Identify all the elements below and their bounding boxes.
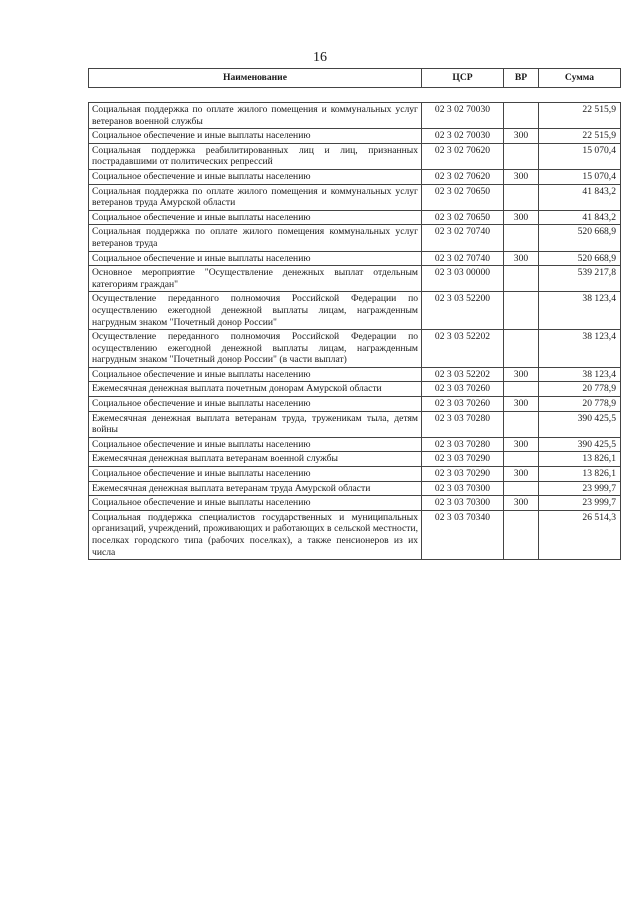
table-row <box>89 452 621 467</box>
row-sum: 41 843,2 <box>539 210 621 225</box>
row-csr: 02 3 03 70290 <box>422 452 504 467</box>
table-row <box>89 184 621 210</box>
row-sum: 520 668,9 <box>539 251 621 266</box>
row-csr: 02 3 02 70650 <box>422 184 504 210</box>
row-csr: 02 3 03 70260 <box>422 397 504 412</box>
row-vr <box>504 225 539 251</box>
row-name: Социальное обеспечение и иные выплаты населению <box>89 251 422 266</box>
header-vr: ВР <box>504 69 539 88</box>
row-name: Социальная поддержка специалистов государственных и муниципальных организаций, учреждений, проживающих и работающих в сельской местности, поселках городского типа (рабочих поселках), а также пенсионеров из их числа <box>89 510 422 559</box>
row-vr: 300 <box>504 437 539 452</box>
row-vr <box>504 411 539 437</box>
table-row <box>89 467 621 482</box>
row-name: Социальная поддержка по оплате жилого помещения и коммунальных услуг ветеранов труда Амурской области <box>89 184 422 210</box>
table-row <box>89 330 621 368</box>
row-name: Социальное обеспечение и иные выплаты населению <box>89 496 422 511</box>
row-csr: 02 3 02 70740 <box>422 225 504 251</box>
row-sum: 390 425,5 <box>539 411 621 437</box>
row-sum: 15 070,4 <box>539 169 621 184</box>
row-vr: 300 <box>504 367 539 382</box>
row-vr <box>504 481 539 496</box>
row-name: Осуществление переданного полномочия Российской Федерации по осуществлению ежегодной денежной выплаты лицам, награжденным нагрудным знаком "Почетный донор России" <box>89 292 422 330</box>
table-row <box>89 411 621 437</box>
row-sum: 15 070,4 <box>539 143 621 169</box>
table-row <box>89 382 621 397</box>
header-csr: ЦСР <box>422 69 504 88</box>
row-csr: 02 3 02 70650 <box>422 210 504 225</box>
table-header-row <box>89 69 621 88</box>
row-csr: 02 3 03 70300 <box>422 481 504 496</box>
row-sum: 38 123,4 <box>539 330 621 368</box>
row-name: Социальное обеспечение и иные выплаты населению <box>89 467 422 482</box>
budget-table <box>88 68 621 560</box>
row-vr <box>504 292 539 330</box>
row-name: Ежемесячная денежная выплата ветеранам труда Амурской области <box>89 481 422 496</box>
table-row <box>89 103 621 129</box>
row-sum: 22 515,9 <box>539 103 621 129</box>
row-name: Социальное обеспечение и иные выплаты населению <box>89 129 422 144</box>
row-sum: 390 425,5 <box>539 437 621 452</box>
row-csr: 02 3 03 70290 <box>422 467 504 482</box>
table-row <box>89 397 621 412</box>
row-vr: 300 <box>504 397 539 412</box>
row-csr: 02 3 02 70620 <box>422 169 504 184</box>
row-sum: 23 999,7 <box>539 481 621 496</box>
row-csr: 02 3 03 52200 <box>422 292 504 330</box>
row-vr <box>504 266 539 292</box>
row-name: Ежемесячная денежная выплата почетным донорам Амурской области <box>89 382 422 397</box>
row-sum: 20 778,9 <box>539 397 621 412</box>
table-row <box>89 367 621 382</box>
row-vr <box>504 143 539 169</box>
table-row <box>89 143 621 169</box>
row-name: Социальная поддержка реабилитированных лиц и лиц, признанных пострадавшими от политических репрессий <box>89 143 422 169</box>
row-name: Социальное обеспечение и иные выплаты населению <box>89 169 422 184</box>
row-sum: 38 123,4 <box>539 292 621 330</box>
row-name: Основное мероприятие "Осуществление денежных выплат отдельным категориям граждан" <box>89 266 422 292</box>
table-row <box>89 129 621 144</box>
row-sum: 520 668,9 <box>539 225 621 251</box>
row-sum: 38 123,4 <box>539 367 621 382</box>
row-sum: 22 515,9 <box>539 129 621 144</box>
page-number: 16 <box>313 50 327 65</box>
row-sum: 23 999,7 <box>539 496 621 511</box>
row-name: Осуществление переданного полномочия Российской Федерации по осуществлению ежегодной денежной выплаты лицам, награжденным нагрудным знаком "Почетный донор России" (в части выплат) <box>89 330 422 368</box>
table-row <box>89 225 621 251</box>
row-vr: 300 <box>504 210 539 225</box>
row-vr: 300 <box>504 467 539 482</box>
row-vr: 300 <box>504 251 539 266</box>
row-name: Ежемесячная денежная выплата ветеранам военной службы <box>89 452 422 467</box>
row-vr: 300 <box>504 169 539 184</box>
row-csr: 02 3 03 70280 <box>422 411 504 437</box>
row-csr: 02 3 03 70260 <box>422 382 504 397</box>
row-sum: 41 843,2 <box>539 184 621 210</box>
table-row <box>89 169 621 184</box>
row-name: Социальное обеспечение и иные выплаты населению <box>89 437 422 452</box>
row-name: Социальное обеспечение и иные выплаты населению <box>89 367 422 382</box>
row-vr <box>504 382 539 397</box>
header-name: Наименование <box>89 69 422 88</box>
row-vr <box>504 452 539 467</box>
row-vr: 300 <box>504 496 539 511</box>
row-sum: 539 217,8 <box>539 266 621 292</box>
row-csr: 02 3 03 52202 <box>422 367 504 382</box>
row-csr: 02 3 03 00000 <box>422 266 504 292</box>
row-name: Социальная поддержка по оплате жилого помещения и коммунальных услуг ветеранов военной службы <box>89 103 422 129</box>
row-csr: 02 3 02 70030 <box>422 129 504 144</box>
table-row <box>89 437 621 452</box>
table-row <box>89 496 621 511</box>
table-row <box>89 510 621 559</box>
row-vr <box>504 184 539 210</box>
row-csr: 02 3 03 52202 <box>422 330 504 368</box>
row-csr: 02 3 03 70300 <box>422 496 504 511</box>
table-row <box>89 251 621 266</box>
row-vr: 300 <box>504 129 539 144</box>
row-vr <box>504 330 539 368</box>
table-row <box>89 481 621 496</box>
row-csr: 02 3 03 70280 <box>422 437 504 452</box>
row-sum: 26 514,3 <box>539 510 621 559</box>
table-row <box>89 266 621 292</box>
row-csr: 02 3 02 70740 <box>422 251 504 266</box>
row-vr <box>504 103 539 129</box>
row-sum: 13 826,1 <box>539 467 621 482</box>
table-row <box>89 292 621 330</box>
row-name: Социальная поддержка по оплате жилого помещения коммунальных услуг ветеранов труда <box>89 225 422 251</box>
row-vr <box>504 510 539 559</box>
row-name: Социальное обеспечение и иные выплаты населению <box>89 397 422 412</box>
row-sum: 20 778,9 <box>539 382 621 397</box>
row-csr: 02 3 02 70030 <box>422 103 504 129</box>
row-csr: 02 3 02 70620 <box>422 143 504 169</box>
row-name: Социальное обеспечение и иные выплаты населению <box>89 210 422 225</box>
row-name: Ежемесячная денежная выплата ветеранам труда, труженикам тыла, детям войны <box>89 411 422 437</box>
header-sum: Сумма <box>539 69 621 88</box>
row-csr: 02 3 03 70340 <box>422 510 504 559</box>
row-sum: 13 826,1 <box>539 452 621 467</box>
table-row <box>89 210 621 225</box>
